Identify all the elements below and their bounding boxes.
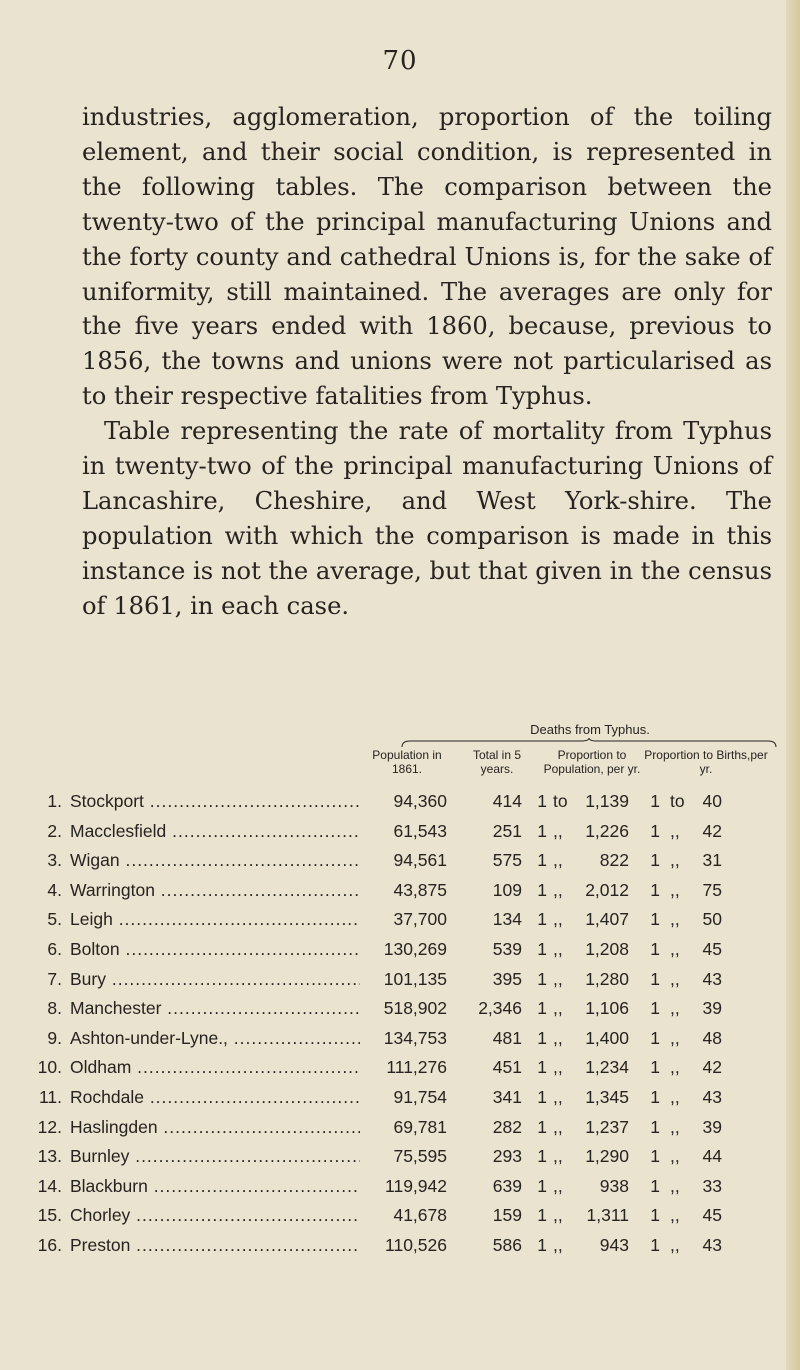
proportion-births: 33 [702, 1175, 722, 1196]
union-name: Warrington ..... [70, 876, 360, 906]
ratio-separator: ,, [670, 820, 680, 841]
proportion-population: 943 [599, 1234, 629, 1255]
proportion-population: 1,139 [585, 791, 629, 811]
population-value: 119,942 [360, 1172, 447, 1202]
population-value: 37,700 [360, 905, 447, 935]
population-value: 41,678 [360, 1201, 447, 1231]
population-value: 130,269 [360, 935, 447, 965]
ratio-one: 1 [650, 1175, 660, 1196]
ratio-one: 1 [650, 1086, 660, 1107]
proportion-population: 938 [599, 1175, 629, 1196]
ratio-one: 1 [537, 938, 547, 959]
ratio-separator: ,, [553, 998, 563, 1019]
ratio-separator: ,, [553, 1057, 563, 1078]
row-number: 16. [37, 1234, 62, 1255]
table-row [0, 1113, 800, 1143]
ratio-separator: ,, [553, 850, 563, 871]
paragraph-table-description: Table representing the rate of mortality from Typhus in twenty-two of the principal manufacturing Unions of Lancashire, Cheshire, and West York-shire. The population with which the comparison is made in this instance is not the average, but that given in the census of 1861, in each case. [82, 417, 772, 620]
population-value: 518,902 [360, 994, 447, 1024]
row-number: 9. [47, 1027, 62, 1048]
ratio-separator: to [670, 791, 685, 811]
proportion-population: 1,311 [586, 1205, 629, 1226]
proportion-population: 1,208 [585, 938, 629, 959]
table-row [0, 965, 800, 995]
row-number: 6. [47, 938, 62, 959]
population-value: 75,595 [360, 1142, 447, 1172]
ratio-one: 1 [650, 1234, 660, 1255]
deaths-total: 539 [492, 938, 522, 959]
ratio-separator: ,, [553, 1205, 563, 1226]
ratio-separator: ,, [553, 968, 563, 989]
proportion-population: 1,290 [585, 1146, 629, 1167]
row-number: 7. [47, 968, 62, 989]
deaths-total: 481 [492, 1027, 522, 1048]
proportion-population: 1,400 [585, 1027, 629, 1048]
population-value: 43,875 [360, 876, 447, 906]
row-number: 8. [47, 998, 62, 1019]
proportion-births: 75 [702, 879, 722, 900]
proportion-population: 1,234 [585, 1057, 629, 1078]
ratio-separator: to [553, 791, 568, 811]
deaths-total: 159 [492, 1205, 522, 1226]
union-name: Wigan ..... [70, 846, 360, 876]
row-number: 13. [37, 1146, 62, 1167]
deaths-total: 414 [492, 791, 522, 811]
paragraph-intro: industries, agglomeration, proportion of the toiling element, and their social condition, is represented in the following tables. The comparison between the twenty-two of the principal manufacturing Unions and the forty county and cathedral Unions is, for the sake of uniformity, still maintained. The averages are only for the five years ended with 1860, because, previous to 1856, the towns and unions were not particularised as to their respective fatalities from Typhus. [82, 103, 772, 411]
table-row [0, 846, 800, 876]
ratio-separator: ,, [553, 909, 563, 930]
ratio-one: 1 [537, 879, 547, 900]
ratio-separator: ,, [553, 1146, 563, 1167]
proportion-births: 40 [702, 791, 722, 811]
table-row [0, 817, 800, 847]
table-group-header: Deaths from Typhus. [530, 722, 650, 737]
proportion-births: 39 [702, 1116, 722, 1137]
proportion-population: 2,012 [585, 879, 629, 900]
ratio-separator: ,, [670, 909, 680, 930]
ratio-one: 1 [537, 1234, 547, 1255]
row-number: 12. [37, 1116, 62, 1137]
table-row [0, 1053, 800, 1083]
ratio-separator: ,, [670, 879, 680, 900]
ratio-one: 1 [650, 1116, 660, 1137]
proportion-population: 1,106 [585, 998, 629, 1019]
table-row [0, 1024, 800, 1054]
ratio-one: 1 [537, 1086, 547, 1107]
deaths-total: 251 [492, 820, 522, 841]
ratio-separator: ,, [553, 879, 563, 900]
deaths-total: 341 [492, 1086, 522, 1107]
union-name: Manchester ..... [70, 994, 360, 1024]
brace-divider [398, 738, 780, 748]
ratio-one: 1 [650, 1146, 660, 1167]
ratio-separator: ,, [670, 1086, 680, 1107]
row-number: 2. [47, 820, 62, 841]
table-body [0, 787, 800, 1261]
population-value: 110,526 [360, 1231, 447, 1261]
proportion-births: 44 [702, 1146, 722, 1167]
deaths-total: 451 [492, 1057, 522, 1078]
row-number: 3. [47, 850, 62, 871]
union-name: Haslingden ..... [70, 1113, 360, 1143]
union-name: Macclesfield ..... [70, 817, 360, 847]
row-number: 4. [47, 879, 62, 900]
ratio-one: 1 [537, 1057, 547, 1078]
ratio-separator: ,, [670, 1205, 680, 1226]
deaths-total: 2,346 [478, 998, 522, 1019]
proportion-population: 1,280 [585, 968, 629, 989]
deaths-total: 586 [492, 1234, 522, 1255]
column-header-proportion-births: Proportion to Births,per yr. [644, 748, 768, 776]
ratio-one: 1 [537, 791, 547, 811]
union-name: Stockport ..... [70, 787, 360, 817]
table-row [0, 1201, 800, 1231]
body-text [82, 100, 772, 624]
deaths-total: 109 [492, 879, 522, 900]
population-value: 101,135 [360, 965, 447, 995]
union-name: Rochdale ..... [70, 1083, 360, 1113]
ratio-one: 1 [537, 1027, 547, 1048]
ratio-one: 1 [537, 1116, 547, 1137]
proportion-births: 45 [702, 938, 722, 959]
proportion-population: 1,226 [585, 820, 629, 841]
proportion-population: 1,237 [585, 1116, 629, 1137]
table-row [0, 787, 800, 817]
ratio-separator: ,, [670, 968, 680, 989]
ratio-separator: ,, [670, 1057, 680, 1078]
row-number: 10. [37, 1057, 62, 1078]
ratio-one: 1 [650, 820, 660, 841]
ratio-separator: ,, [553, 1234, 563, 1255]
union-name: Leigh ..... [70, 905, 360, 935]
table-row [0, 1142, 800, 1172]
population-value: 69,781 [360, 1113, 447, 1143]
union-name: Bury ..... [70, 965, 360, 995]
ratio-one: 1 [650, 909, 660, 930]
column-header-proportion-population: Proportion to Population, per yr. [543, 748, 641, 776]
population-value: 61,543 [360, 817, 447, 847]
union-name: Chorley ..... [70, 1201, 360, 1231]
row-number: 11. [38, 1086, 62, 1107]
proportion-births: 42 [702, 1057, 722, 1078]
ratio-one: 1 [537, 1205, 547, 1226]
ratio-one: 1 [537, 1175, 547, 1196]
ratio-one: 1 [537, 998, 547, 1019]
proportion-births: 42 [702, 820, 722, 841]
proportion-births: 45 [702, 1205, 722, 1226]
ratio-separator: ,, [670, 938, 680, 959]
ratio-one: 1 [650, 938, 660, 959]
proportion-births: 43 [702, 968, 722, 989]
population-value: 134,753 [360, 1024, 447, 1054]
ratio-one: 1 [650, 850, 660, 871]
proportion-population: 1,345 [585, 1086, 629, 1107]
union-name: Preston ..... [70, 1231, 360, 1261]
deaths-total: 639 [492, 1175, 522, 1196]
ratio-separator: ,, [670, 1116, 680, 1137]
union-name: Bolton ..... [70, 935, 360, 965]
ratio-separator: ,, [670, 1027, 680, 1048]
table-row [0, 905, 800, 935]
table-row [0, 1172, 800, 1202]
ratio-separator: ,, [553, 938, 563, 959]
ratio-separator: ,, [553, 1086, 563, 1107]
page-edge [786, 0, 800, 1370]
row-number: 15. [37, 1205, 62, 1226]
table-row [0, 1231, 800, 1261]
ratio-separator: ,, [670, 1234, 680, 1255]
ratio-one: 1 [537, 820, 547, 841]
ratio-one: 1 [537, 1146, 547, 1167]
proportion-births: 39 [702, 998, 722, 1019]
ratio-separator: ,, [553, 1175, 563, 1196]
ratio-separator: ,, [670, 1175, 680, 1196]
deaths-total: 134 [492, 909, 522, 930]
proportion-population: 822 [599, 850, 629, 871]
proportion-births: 43 [702, 1086, 722, 1107]
union-name: Oldham ..... [70, 1053, 360, 1083]
ratio-one: 1 [537, 968, 547, 989]
deaths-total: 395 [492, 968, 522, 989]
ratio-one: 1 [650, 1057, 660, 1078]
population-value: 94,360 [360, 787, 447, 817]
row-number: 5. [47, 909, 62, 930]
ratio-separator: ,, [553, 820, 563, 841]
proportion-births: 43 [702, 1234, 722, 1255]
proportion-births: 31 [702, 850, 722, 871]
ratio-one: 1 [537, 850, 547, 871]
union-name: Ashton-under-Lyne., ..... [70, 1024, 360, 1054]
column-header-total: Total in 5 years. [472, 748, 522, 776]
proportion-population: 1,407 [585, 909, 629, 930]
page-number: 70 [382, 46, 418, 76]
deaths-total: 575 [492, 850, 522, 871]
population-value: 111,276 [360, 1053, 447, 1083]
union-name: Blackburn ..... [70, 1172, 360, 1202]
table-row [0, 994, 800, 1024]
deaths-total: 282 [492, 1116, 522, 1137]
ratio-one: 1 [650, 791, 660, 811]
table-header [0, 748, 800, 782]
union-name: Burnley ..... [70, 1142, 360, 1172]
table-row [0, 935, 800, 965]
proportion-births: 48 [702, 1027, 722, 1048]
population-value: 94,561 [360, 846, 447, 876]
column-header-population: Population in 1861. [372, 748, 442, 776]
deaths-total: 293 [492, 1146, 522, 1167]
ratio-one: 1 [650, 1027, 660, 1048]
row-number: 1. [47, 791, 62, 811]
proportion-births: 50 [702, 909, 722, 930]
ratio-separator: ,, [553, 1027, 563, 1048]
row-number: 14. [37, 1175, 62, 1196]
population-value: 91,754 [360, 1083, 447, 1113]
ratio-separator: ,, [670, 1146, 680, 1167]
ratio-separator: ,, [670, 998, 680, 1019]
table-row [0, 1083, 800, 1113]
ratio-one: 1 [650, 998, 660, 1019]
ratio-one: 1 [537, 909, 547, 930]
ratio-one: 1 [650, 879, 660, 900]
table-row [0, 876, 800, 906]
ratio-one: 1 [650, 1205, 660, 1226]
ratio-one: 1 [650, 968, 660, 989]
ratio-separator: ,, [670, 850, 680, 871]
ratio-separator: ,, [553, 1116, 563, 1137]
